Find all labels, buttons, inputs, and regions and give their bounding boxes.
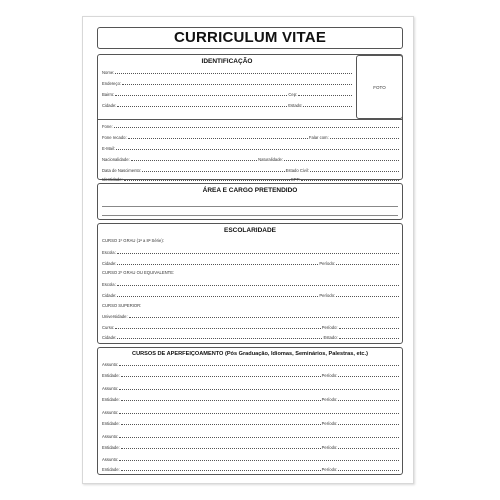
- bairro-label: Bairro:: [102, 92, 115, 97]
- area-cargo-heading: ÁREA E CARGO PRETENDIDO: [202, 187, 298, 194]
- cidade1-label: Cidade:: [102, 261, 117, 266]
- email-row: [102, 145, 400, 151]
- bairro-row: [102, 91, 353, 97]
- assunto3-label: Assunto:: [102, 410, 119, 415]
- aperfeicoamento-heading: CURSOS DE APERFEIÇOAMENTO (Pós Graduação, Idiomas, Seminários, Palestras, etc.): [132, 351, 368, 357]
- periodo-a2-label: Período:: [321, 397, 338, 402]
- identidade-field[interactable]: [124, 179, 290, 181]
- escola1-field[interactable]: [117, 252, 399, 254]
- escola1-row: [102, 249, 400, 255]
- cep-field[interactable]: [298, 94, 352, 96]
- cep-label: Cep:: [288, 92, 298, 97]
- entidade2-row: [102, 396, 400, 402]
- escola2-field[interactable]: [117, 284, 399, 286]
- cidade3-row: [102, 334, 400, 340]
- area-line-2[interactable]: [102, 215, 398, 216]
- estado3-field[interactable]: [339, 337, 399, 339]
- cpf-field[interactable]: [301, 179, 399, 181]
- assunto1-label: Assunto:: [102, 362, 119, 367]
- assunto2-label: Assunto:: [102, 386, 119, 391]
- identidade-label: Identidade:: [102, 177, 123, 182]
- curso2-label: CURSO 2º GRAU OU EQUIVALENTE:: [102, 270, 175, 275]
- cidade1-row: [102, 260, 400, 266]
- entidade5-label: Entidade:: [102, 467, 120, 472]
- curso-label: Curso:: [102, 325, 115, 330]
- periodo1-label: Período:: [319, 261, 336, 266]
- bairro-field[interactable]: [115, 94, 287, 96]
- nascimento-field[interactable]: [142, 170, 285, 172]
- naturalidade-label: Naturalidade:: [258, 157, 284, 162]
- cidade3-label: Cidade:: [102, 335, 117, 340]
- fone-field[interactable]: [114, 126, 399, 128]
- assunto5-row: [102, 456, 400, 462]
- entidade5-row: [102, 466, 400, 472]
- escola1-label: Escola:: [102, 250, 116, 255]
- periodo2-label: Período:: [319, 293, 336, 298]
- photo-box: [356, 55, 403, 119]
- cpf-label: CPF:: [290, 177, 301, 182]
- entidade1-field[interactable]: [121, 375, 321, 377]
- curso-row: [102, 324, 400, 330]
- nacionalidade-field[interactable]: [131, 159, 257, 161]
- cidade-label: Cidade:: [102, 103, 117, 108]
- endereco-field[interactable]: [122, 83, 352, 85]
- fone-row: [102, 123, 400, 129]
- assunto2-row: [102, 385, 400, 391]
- entidade1-row: [102, 372, 400, 378]
- periodo-a2-field[interactable]: [338, 399, 399, 401]
- periodo3-label: Período:: [321, 325, 338, 330]
- cidade-row: [102, 102, 353, 108]
- entidade4-label: Entidade:: [102, 445, 120, 450]
- fone-recado-field[interactable]: [128, 137, 308, 139]
- periodo-a1-label: Período:: [321, 373, 338, 378]
- identificacao-section: [97, 54, 403, 180]
- entidade3-row: [102, 420, 400, 426]
- periodo-a3-field[interactable]: [338, 423, 399, 425]
- escola2-row: [102, 281, 400, 287]
- title-box: [97, 27, 403, 49]
- nacionalidade-label: Nacionalidade:: [102, 157, 130, 162]
- nome-row: [102, 69, 353, 75]
- assunto5-field[interactable]: [119, 459, 399, 461]
- nacionalidade-row: [102, 156, 400, 162]
- nome-label: Nome:: [102, 70, 115, 75]
- estado-label: Estado:: [288, 103, 303, 108]
- periodo-a5-field[interactable]: [338, 469, 399, 471]
- periodo-a4-field[interactable]: [338, 447, 399, 449]
- falar-com-label: Falar com:: [308, 135, 329, 140]
- email-label: E-Mail:: [102, 146, 116, 151]
- email-field[interactable]: [116, 148, 399, 150]
- assunto4-field[interactable]: [119, 436, 399, 438]
- area-line-1[interactable]: [102, 206, 398, 207]
- escolaridade-heading: ESCOLARIDADE: [223, 227, 276, 234]
- entidade2-label: Entidade:: [102, 397, 120, 402]
- area-cargo-section: [97, 183, 403, 220]
- fone-label: Fone:: [102, 124, 113, 129]
- assunto3-field[interactable]: [119, 412, 399, 414]
- cidade2-row: [102, 292, 400, 298]
- aperfeicoamento-section: [97, 347, 403, 475]
- entidade5-field[interactable]: [121, 469, 321, 471]
- fone-recado-label: Fone recado:: [102, 135, 127, 140]
- page-title: CURRICULUM VITAE: [173, 29, 327, 46]
- nascimento-row: [102, 167, 400, 173]
- entidade4-row: [102, 444, 400, 450]
- periodo-a3-label: Período:: [321, 421, 338, 426]
- periodo-a4-label: Período:: [321, 445, 338, 450]
- photo-label: FOTO: [373, 84, 386, 90]
- assunto4-row: [102, 433, 400, 439]
- universidade-row: [102, 313, 400, 319]
- curso-superior-label: CURSO SUPERIOR:: [102, 303, 142, 308]
- periodo2-field[interactable]: [336, 295, 399, 297]
- estado-civil-label: Estado Civil:: [285, 168, 309, 173]
- periodo1-field[interactable]: [336, 263, 399, 265]
- entidade3-label: Entidade:: [102, 421, 120, 426]
- estado3-label: Estado:: [323, 335, 338, 340]
- nome-field[interactable]: [115, 72, 352, 74]
- assunto5-label: Assunto:: [102, 457, 119, 462]
- naturalidade-field[interactable]: [284, 159, 399, 161]
- fone-recado-row: [102, 134, 400, 140]
- assunto1-row: [102, 361, 400, 367]
- falar-com-field[interactable]: [330, 137, 399, 139]
- curso1-label: CURSO 1º GRAU (1ª a 8ª Série):: [102, 238, 164, 243]
- cidade2-label: Cidade:: [102, 293, 117, 298]
- identificacao-heading: IDENTIFICAÇÃO: [201, 58, 253, 65]
- identidade-row: [102, 176, 400, 182]
- cv-form-sheet: [82, 16, 414, 484]
- entidade2-field[interactable]: [121, 399, 321, 401]
- universidade-label: Universidade:: [102, 314, 128, 319]
- identificacao-divider: [98, 119, 402, 120]
- cidade-field[interactable]: [117, 105, 287, 107]
- assunto4-label: Assunto:: [102, 434, 119, 439]
- cidade2-field[interactable]: [117, 295, 318, 297]
- endereco-row: [102, 80, 353, 86]
- periodo-a5-label: Período:: [321, 467, 338, 472]
- entidade4-field[interactable]: [121, 447, 321, 449]
- cidade3-field[interactable]: [117, 337, 322, 339]
- escola2-label: Escola:: [102, 282, 116, 287]
- periodo3-field[interactable]: [339, 327, 399, 329]
- assunto3-row: [102, 409, 400, 415]
- entidade1-label: Entidade:: [102, 373, 120, 378]
- nascimento-label: Data de Nascimento:: [102, 168, 142, 173]
- endereco-label: Endereço:: [102, 81, 122, 86]
- cidade1-field[interactable]: [117, 263, 318, 265]
- periodo-a1-field[interactable]: [338, 375, 399, 377]
- assunto1-field[interactable]: [119, 364, 399, 366]
- curso-field[interactable]: [115, 327, 320, 329]
- escolaridade-section: [97, 223, 403, 344]
- estado-civil-field[interactable]: [310, 170, 399, 172]
- estado-field[interactable]: [303, 105, 352, 107]
- universidade-field[interactable]: [129, 316, 399, 318]
- assunto2-field[interactable]: [119, 388, 399, 390]
- entidade3-field[interactable]: [121, 423, 321, 425]
